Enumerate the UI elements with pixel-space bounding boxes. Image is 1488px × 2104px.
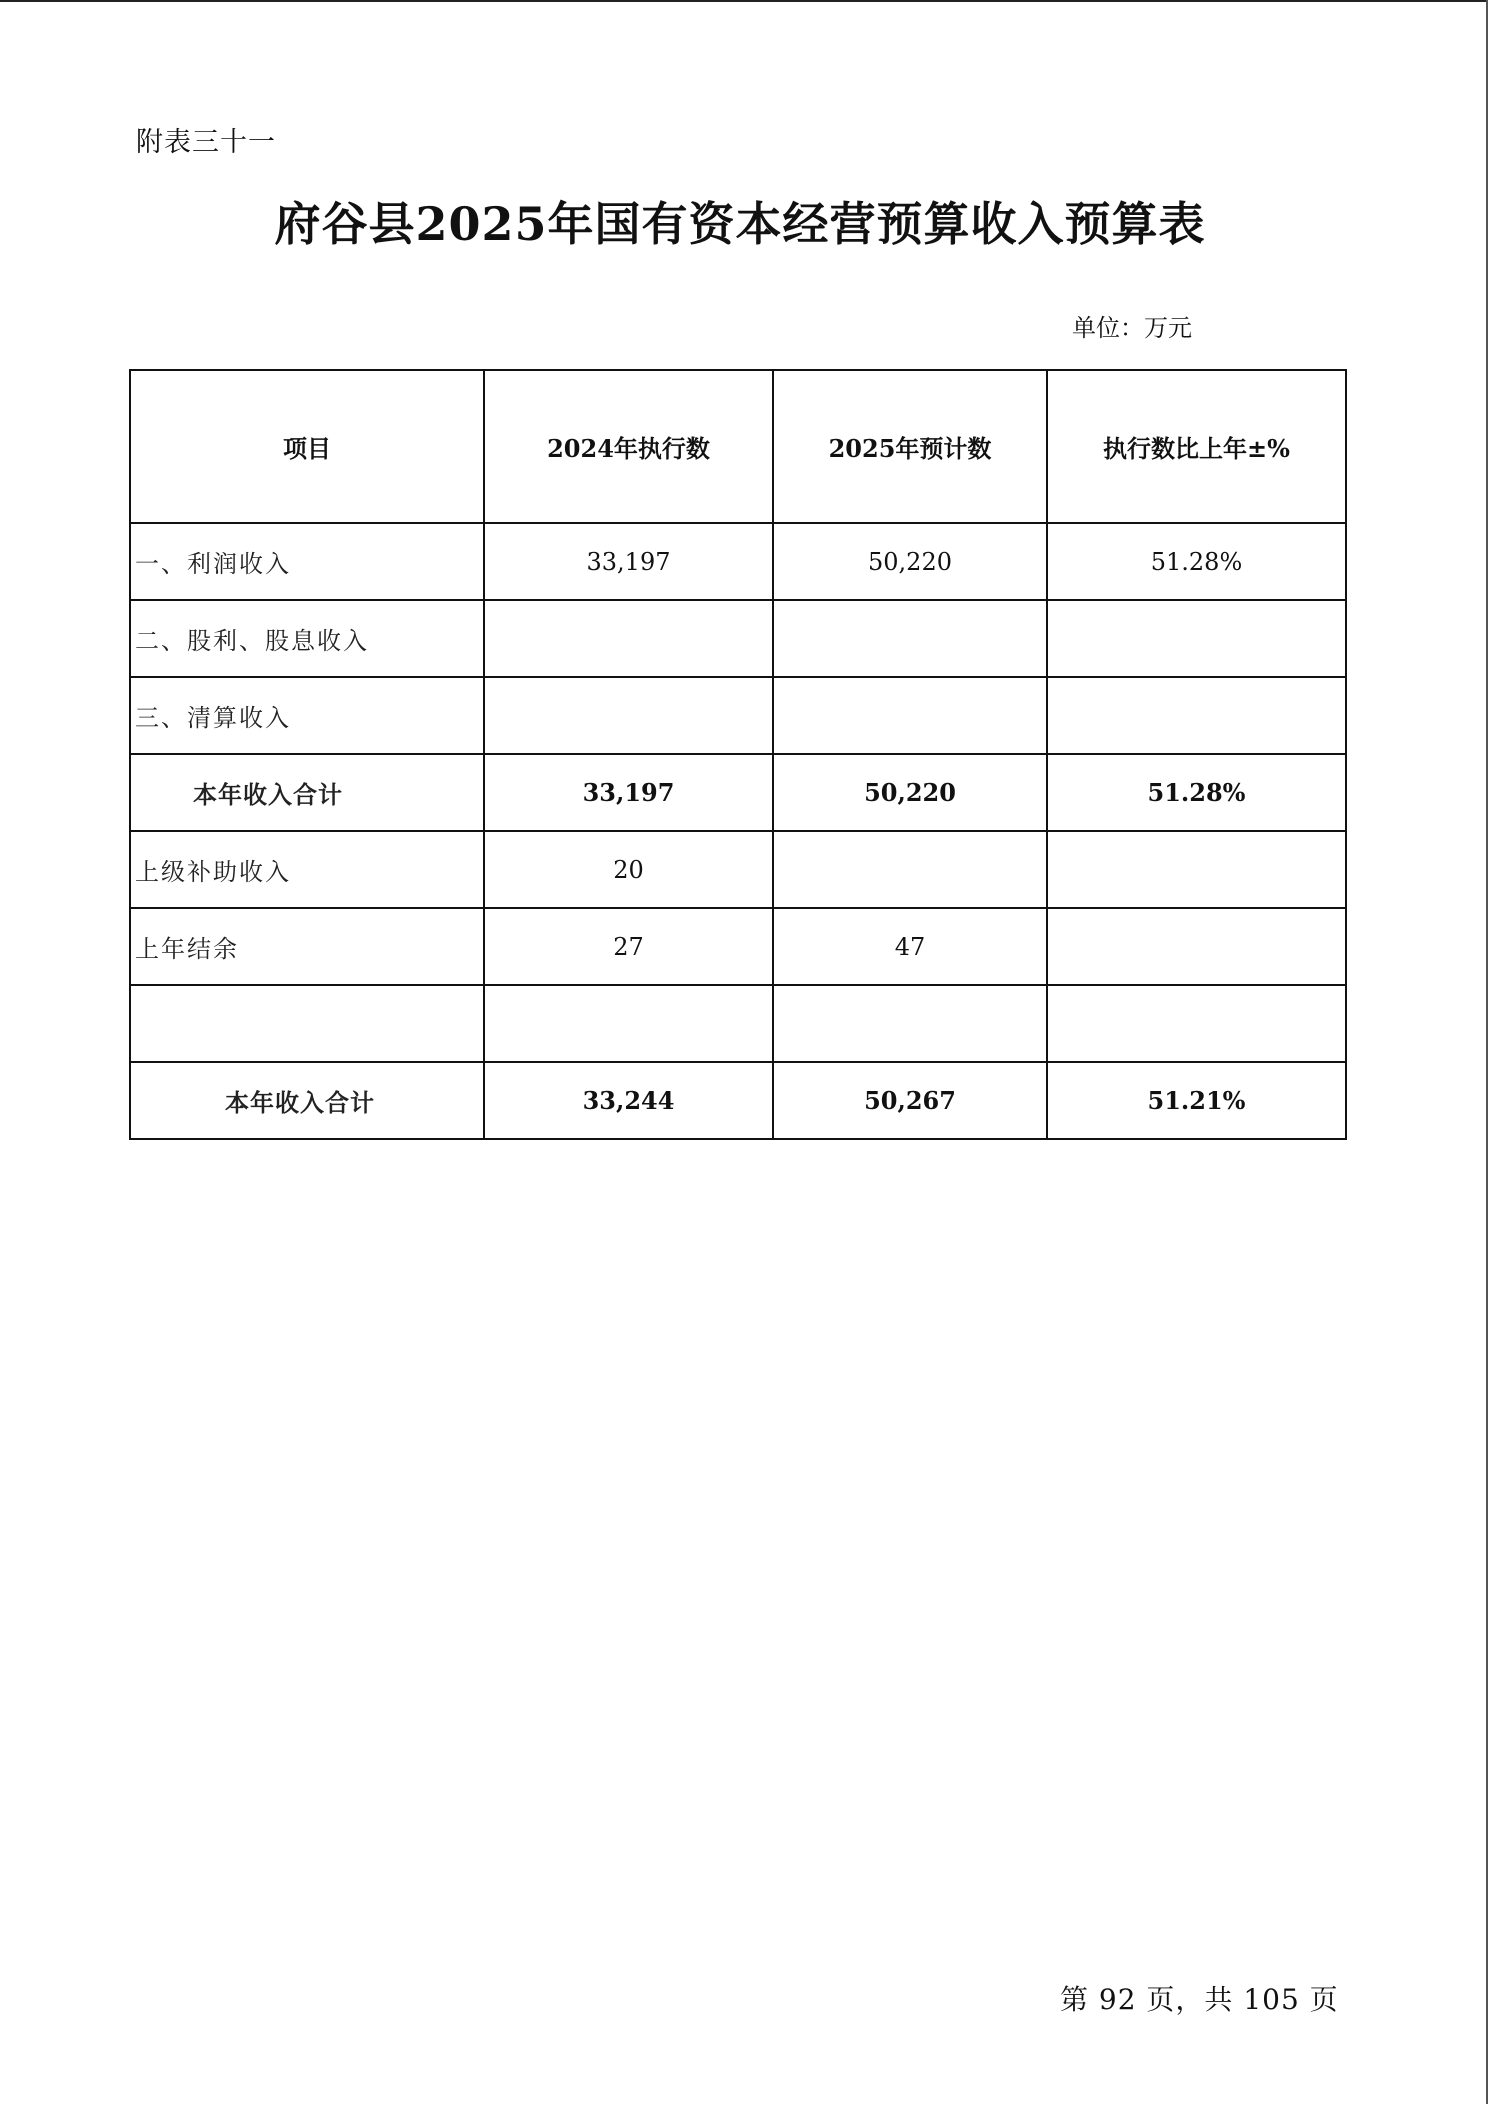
attachment-label: 附表三十一 bbox=[136, 127, 276, 158]
cell-est-2025: 50,267 bbox=[773, 1062, 1047, 1139]
cell-exec-2024 bbox=[484, 677, 773, 754]
row-label: 一、利润收入 bbox=[130, 523, 484, 600]
cell-est-2025 bbox=[773, 600, 1047, 677]
page-number: 第 92 页，共 105 页 bbox=[1060, 1983, 1339, 2016]
unit-label: 单位：万元 bbox=[1072, 314, 1192, 342]
row-label: 上级补助收入 bbox=[130, 831, 484, 908]
page-top-border bbox=[0, 0, 1488, 2]
grand-total-row bbox=[130, 1062, 1346, 1139]
cell-change bbox=[1047, 908, 1346, 985]
cell-exec-2024: 27 bbox=[484, 908, 773, 985]
table-header-row bbox=[130, 370, 1346, 523]
cell-change bbox=[1047, 985, 1346, 1062]
header-change-pct: 执行数比上年±% bbox=[1047, 370, 1346, 523]
row-label bbox=[130, 985, 484, 1062]
cell-est-2025: 50,220 bbox=[773, 754, 1047, 831]
header-est-2025: 2025年预计数 bbox=[773, 370, 1047, 523]
cell-change: 51.28% bbox=[1047, 523, 1346, 600]
cell-change bbox=[1047, 677, 1346, 754]
cell-est-2025 bbox=[773, 985, 1047, 1062]
cell-exec-2024: 33,197 bbox=[484, 754, 773, 831]
cell-exec-2024: 33,197 bbox=[484, 523, 773, 600]
row-label: 三、清算收入 bbox=[130, 677, 484, 754]
cell-est-2025: 47 bbox=[773, 908, 1047, 985]
cell-est-2025 bbox=[773, 677, 1047, 754]
cell-exec-2024 bbox=[484, 600, 773, 677]
table-row bbox=[130, 908, 1346, 985]
cell-exec-2024: 33,244 bbox=[484, 1062, 773, 1139]
cell-exec-2024 bbox=[484, 985, 773, 1062]
row-label: 本年收入合计 bbox=[130, 754, 484, 831]
row-label: 二、股利、股息收入 bbox=[130, 600, 484, 677]
budget-table bbox=[129, 369, 1347, 1140]
row-label: 本年收入合计 bbox=[130, 1062, 484, 1139]
cell-est-2025: 50,220 bbox=[773, 523, 1047, 600]
header-item: 项目 bbox=[130, 370, 484, 523]
table-row bbox=[130, 831, 1346, 908]
cell-change: 51.21% bbox=[1047, 1062, 1346, 1139]
cell-exec-2024: 20 bbox=[484, 831, 773, 908]
page-title: 府谷县2025年国有资本经营预算收入预算表 bbox=[274, 197, 1206, 251]
table-row bbox=[130, 985, 1346, 1062]
table-row bbox=[130, 523, 1346, 600]
row-label: 上年结余 bbox=[130, 908, 484, 985]
table-row bbox=[130, 677, 1346, 754]
cell-change bbox=[1047, 600, 1346, 677]
cell-change bbox=[1047, 831, 1346, 908]
table-row bbox=[130, 600, 1346, 677]
subtotal-row bbox=[130, 754, 1346, 831]
cell-est-2025 bbox=[773, 831, 1047, 908]
header-exec-2024: 2024年执行数 bbox=[484, 370, 773, 523]
cell-change: 51.28% bbox=[1047, 754, 1346, 831]
